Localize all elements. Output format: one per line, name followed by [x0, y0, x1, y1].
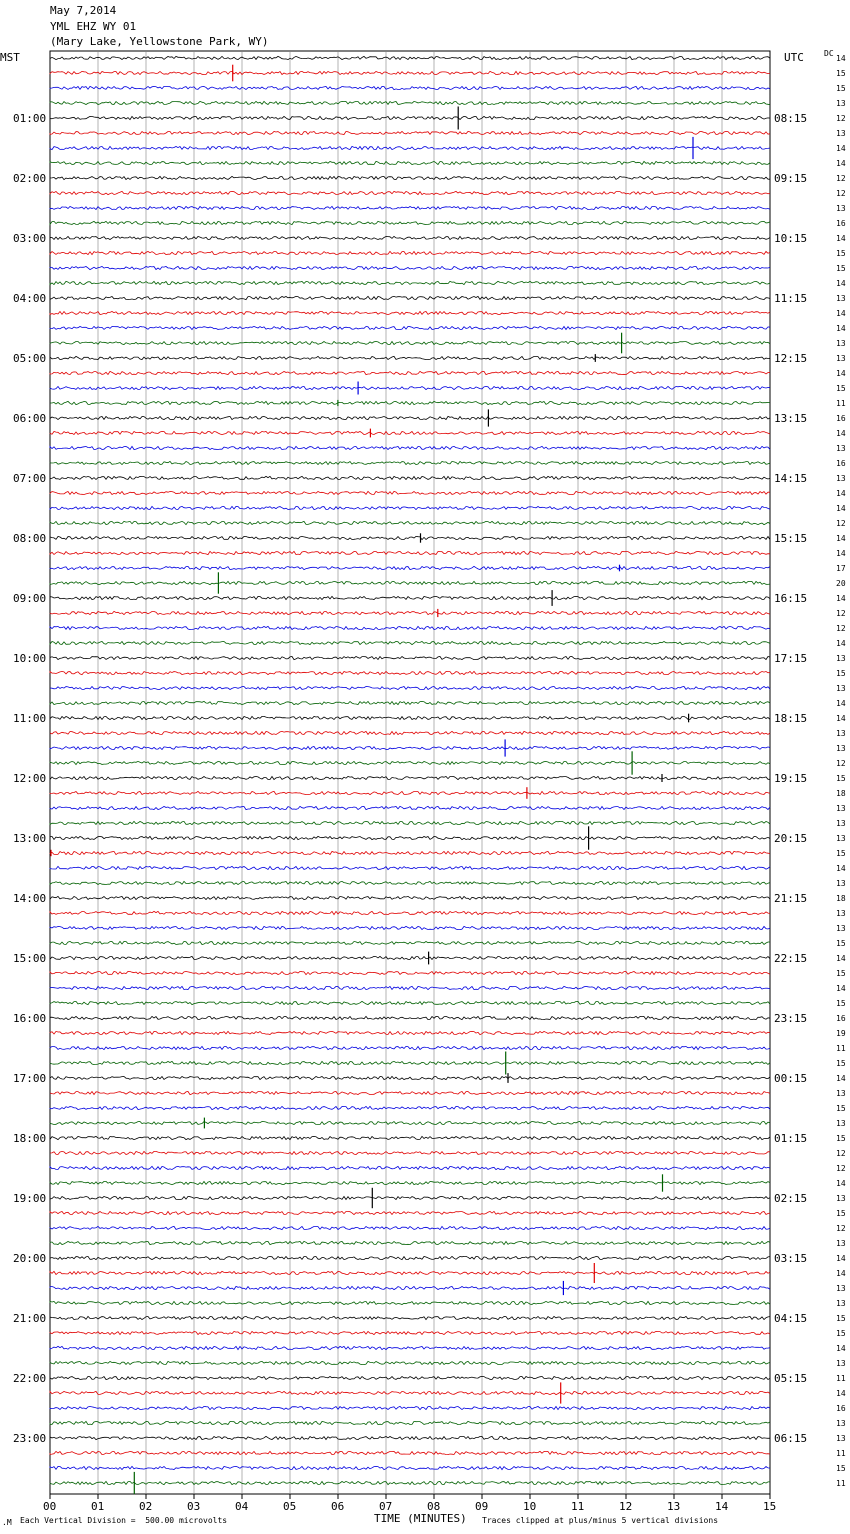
trace-line	[50, 536, 770, 539]
trace-line	[50, 551, 770, 554]
dc-offset-value: 14	[836, 699, 846, 708]
dc-offset-value: 15	[836, 999, 846, 1008]
plot-frame	[50, 51, 770, 1494]
dc-offset-value: 13	[836, 1434, 846, 1443]
mst-hour-label: 23:00	[13, 1432, 47, 1445]
dc-offset-value: 12	[836, 1164, 846, 1173]
dc-offset-value: 13	[836, 1194, 846, 1203]
trace-line	[50, 1451, 770, 1454]
trace-line	[50, 1361, 770, 1364]
dc-offset-value: 15	[836, 249, 846, 258]
trace-line	[50, 836, 770, 839]
utc-hour-label: 03:15	[774, 1252, 808, 1265]
dc-offset-value: 13	[836, 129, 846, 138]
mst-hour-label: 05:00	[13, 352, 47, 365]
trace-line	[50, 911, 770, 914]
minute-gridlines	[98, 51, 722, 1494]
dc-offset-value: 15	[836, 1059, 846, 1068]
trace-line	[50, 971, 770, 974]
mst-hour-label: 07:00	[13, 472, 47, 485]
trace-line	[50, 1406, 770, 1409]
x-tick-label: 15	[763, 1500, 777, 1513]
dc-offset-value: 12	[836, 1149, 846, 1158]
dc-offset-value: 15	[836, 849, 846, 858]
dc-offset-value: 17	[836, 564, 846, 573]
trace-line	[50, 1211, 770, 1214]
trace-line	[50, 851, 770, 854]
trace-line	[50, 521, 770, 524]
x-tick-label: 11	[571, 1500, 585, 1513]
dc-offset-value: 13	[836, 924, 846, 933]
x-tick-label: 06	[331, 1500, 345, 1513]
trace-line	[50, 386, 770, 389]
trace-line	[50, 1016, 770, 1019]
dc-offset-value: 14	[836, 1389, 846, 1398]
x-tick-label: 02	[139, 1500, 153, 1513]
trace-line	[50, 566, 770, 569]
trace-line	[50, 311, 770, 314]
trace-line	[50, 941, 770, 944]
dc-offset-value: 13	[836, 804, 846, 813]
dc-offset-value: 20	[836, 579, 846, 588]
trace-line	[50, 1466, 770, 1469]
dc-offset-value: 14	[836, 1254, 846, 1263]
mst-hour-label: 15:00	[13, 952, 47, 965]
dc-offset-value: 15	[836, 84, 846, 93]
mst-hour-label: 18:00	[13, 1132, 47, 1145]
dc-offset-value: 14	[836, 144, 846, 153]
trace-line	[50, 401, 770, 404]
dc-offset-value: 15	[836, 1209, 846, 1218]
seismic-traces	[50, 56, 770, 1494]
mst-hour-label: 11:00	[13, 712, 47, 725]
trace-line	[50, 641, 770, 644]
utc-hour-label: 05:15	[774, 1372, 808, 1385]
trace-line	[50, 116, 770, 119]
dc-offset-value: 15	[836, 1134, 846, 1143]
trace-line	[50, 986, 770, 989]
dc-offset-value: 15	[836, 939, 846, 948]
trace-line	[50, 326, 770, 329]
dc-offset-value: 12	[836, 189, 846, 198]
x-tick-label: 03	[187, 1500, 201, 1513]
dc-offset-value: 14	[836, 309, 846, 318]
trace-line	[50, 191, 770, 194]
dc-offset-value: 15	[836, 1464, 846, 1473]
mst-hour-label: 02:00	[13, 172, 47, 185]
dc-offset-value: 13	[836, 339, 846, 348]
dc-offset-value: 18	[836, 789, 846, 798]
dc-offset-value: 12	[836, 519, 846, 528]
utc-hour-labels	[774, 112, 807, 1445]
x-tick-label: 13	[667, 1500, 681, 1513]
utc-hour-label: 22:15	[774, 952, 808, 965]
trace-line	[50, 761, 770, 764]
dc-offset-value: 19	[836, 1029, 846, 1038]
dc-offset-value: 14	[836, 549, 846, 558]
trace-line	[50, 461, 770, 464]
trace-line	[50, 1241, 770, 1244]
trace-line	[50, 821, 770, 824]
dc-offset-value: 15	[836, 774, 846, 783]
trace-line	[50, 1196, 770, 1199]
mst-hour-label: 19:00	[13, 1192, 47, 1205]
dc-offset-value: 13	[836, 654, 846, 663]
trace-line	[50, 86, 770, 89]
dc-offset-value: 13	[836, 354, 846, 363]
dc-offset-value: 11	[836, 1449, 846, 1458]
mst-hour-label: 13:00	[13, 832, 47, 845]
dc-offset-value: 13	[836, 444, 846, 453]
dc-offset-value: 12	[836, 1224, 846, 1233]
dc-offset-value: 16	[836, 1014, 846, 1023]
dc-offset-value: 13	[836, 1299, 846, 1308]
trace-line	[50, 251, 770, 254]
x-tick-label: 08	[427, 1500, 441, 1513]
utc-hour-label: 13:15	[774, 412, 808, 425]
trace-line	[50, 1106, 770, 1109]
utc-hour-label: 19:15	[774, 772, 808, 785]
dc-offset-value: 12	[836, 174, 846, 183]
trace-line	[50, 296, 770, 299]
mst-hour-label: 12:00	[13, 772, 47, 785]
trace-line	[50, 656, 770, 659]
trace-line	[50, 806, 770, 809]
utc-hour-label: 15:15	[774, 532, 808, 545]
trace-line	[50, 221, 770, 224]
dc-offset-value: 14	[836, 714, 846, 723]
trace-line	[50, 581, 770, 584]
trace-line	[50, 356, 770, 359]
trace-line	[50, 956, 770, 959]
mst-hour-label: 01:00	[13, 112, 47, 125]
trace-line	[50, 431, 770, 434]
x-tick-label: 12	[619, 1500, 633, 1513]
trace-line	[50, 611, 770, 614]
trace-line	[50, 686, 770, 689]
x-tick-label: 01	[91, 1500, 105, 1513]
dc-offset-value: 14	[836, 429, 846, 438]
trace-line	[50, 1151, 770, 1154]
trace-line	[50, 101, 770, 104]
trace-line	[50, 1121, 770, 1124]
utc-hour-label: 04:15	[774, 1312, 808, 1325]
trace-line	[50, 56, 770, 59]
dc-offset-value: 14	[836, 234, 846, 243]
trace-line	[50, 626, 770, 629]
dc-offset-value: 15	[836, 669, 846, 678]
trace-line	[50, 1256, 770, 1259]
trace-line	[50, 491, 770, 494]
trace-line	[50, 731, 770, 734]
utc-hour-label: 11:15	[774, 292, 808, 305]
x-tick-label: 10	[523, 1500, 537, 1513]
x-tick-label: 00	[43, 1500, 57, 1513]
trace-line	[50, 746, 770, 749]
trace-line	[50, 1346, 770, 1349]
dc-offset-value: 12	[836, 624, 846, 633]
dc-offset-value: 11	[836, 1479, 846, 1488]
mst-hour-label: 09:00	[13, 592, 47, 605]
dc-offset-value: 13	[836, 294, 846, 303]
trace-line	[50, 1421, 770, 1424]
trace-line	[50, 1076, 770, 1079]
dc-offset-value: 11	[836, 1044, 846, 1053]
mst-axis-title: MST	[0, 51, 20, 64]
utc-hour-label: 21:15	[774, 892, 808, 905]
trace-line	[50, 866, 770, 869]
dc-offset-value: 14	[836, 594, 846, 603]
dc-offset-value: 13	[836, 99, 846, 108]
dc-offset-value: 14	[836, 954, 846, 963]
trace-line	[50, 1046, 770, 1049]
trace-line	[50, 176, 770, 179]
dc-offset-value: 13	[836, 879, 846, 888]
utc-hour-label: 12:15	[774, 352, 808, 365]
x-tick-label: 09	[475, 1500, 489, 1513]
utc-hour-label: 16:15	[774, 592, 808, 605]
trace-line	[50, 1031, 770, 1034]
trace-line	[50, 446, 770, 449]
trace-line	[50, 71, 770, 74]
scale-note: Each Vertical Division = 500.00 microvolts	[20, 1516, 228, 1525]
utc-hour-label: 02:15	[774, 1192, 808, 1205]
utc-hour-label: 14:15	[774, 472, 808, 485]
trace-line	[50, 701, 770, 704]
dc-offset-value: 14	[836, 1074, 846, 1083]
trace-line	[50, 1316, 770, 1319]
dc-offset-value: 14	[836, 54, 846, 63]
mst-hour-label: 10:00	[13, 652, 47, 665]
trace-line	[50, 1301, 770, 1304]
dc-offset-value: 12	[836, 609, 846, 618]
dc-offset-value: 15	[836, 384, 846, 393]
dc-offset-value: 14	[836, 159, 846, 168]
x-tick-label: 07	[379, 1500, 393, 1513]
dc-offset-value: 14	[836, 1269, 846, 1278]
dc-offset-value: 13	[836, 729, 846, 738]
trace-line	[50, 266, 770, 269]
dc-offset-value: 13	[836, 1119, 846, 1128]
trace-line	[50, 1376, 770, 1379]
dc-offset-value: 11	[836, 1374, 846, 1383]
utc-hour-label: 01:15	[774, 1132, 808, 1145]
trace-line	[50, 1271, 770, 1274]
trace-line	[50, 1166, 770, 1169]
dc-offset-value: 15	[836, 1314, 846, 1323]
dc-offset-value: 14	[836, 639, 846, 648]
trace-line	[50, 1001, 770, 1004]
trace-line	[50, 206, 770, 209]
dc-offset-value: 14	[836, 324, 846, 333]
dc-offset-value: 13	[836, 744, 846, 753]
trace-line	[50, 1091, 770, 1094]
mst-hour-label: 21:00	[13, 1312, 47, 1325]
mst-hour-label: 14:00	[13, 892, 47, 905]
dc-axis-title: DC	[824, 49, 834, 58]
trace-line	[50, 1226, 770, 1229]
utc-hour-label: 20:15	[774, 832, 808, 845]
x-tick-label: 05	[283, 1500, 297, 1513]
trace-line	[50, 476, 770, 479]
dc-offset-value: 14	[836, 1344, 846, 1353]
mst-hour-label: 06:00	[13, 412, 47, 425]
dc-offset-value: 16	[836, 459, 846, 468]
trace-line	[50, 716, 770, 719]
dc-offset-value: 15	[836, 264, 846, 273]
x-tick-label: 14	[715, 1500, 729, 1513]
trace-line	[50, 131, 770, 134]
dc-offset-value: 13	[836, 1359, 846, 1368]
mst-hour-label: 04:00	[13, 292, 47, 305]
mst-hour-label: 20:00	[13, 1252, 47, 1265]
dc-offset-value: 13	[836, 1284, 846, 1293]
trace-line	[50, 1331, 770, 1334]
x-axis-title: TIME (MINUTES)	[374, 1512, 467, 1525]
mst-hour-label: 03:00	[13, 232, 47, 245]
trace-line	[50, 281, 770, 284]
utc-hour-label: 23:15	[774, 1012, 808, 1025]
dc-offset-value: 14	[836, 984, 846, 993]
dc-offset-value: 13	[836, 819, 846, 828]
dc-offset-value: 13	[836, 834, 846, 843]
dc-offset-value: 16	[836, 1404, 846, 1413]
trace-line	[50, 1391, 770, 1394]
dc-offset-value: 14	[836, 369, 846, 378]
trace-line	[50, 236, 770, 239]
x-axis-ticks	[50, 1494, 770, 1499]
clip-note: Traces clipped at plus/minus 5 vertical divisions	[482, 1516, 719, 1525]
dc-offset-value: 15	[836, 69, 846, 78]
trace-line	[50, 1481, 770, 1484]
dc-offset-value: 14	[836, 279, 846, 288]
trace-line	[50, 671, 770, 674]
station-location: (Mary Lake, Yellowstone Park, WY)	[50, 35, 269, 48]
utc-hour-label: 08:15	[774, 112, 808, 125]
trace-line	[50, 1061, 770, 1064]
mst-hour-label: 08:00	[13, 532, 47, 545]
trace-line	[50, 926, 770, 929]
dc-offset-value: 14	[836, 1179, 846, 1188]
dc-offset-labels	[836, 54, 846, 1488]
dc-offset-value: 12	[836, 114, 846, 123]
mst-hour-label: 16:00	[13, 1012, 47, 1025]
dc-offset-value: 13	[836, 1239, 846, 1248]
dc-offset-value: 15	[836, 969, 846, 978]
dc-offset-value: 13	[836, 474, 846, 483]
mst-hour-labels	[13, 112, 46, 1445]
dc-offset-value: 14	[836, 504, 846, 513]
dc-offset-value: 15	[836, 1329, 846, 1338]
trace-line	[50, 881, 770, 884]
trace-line	[50, 341, 770, 344]
dc-offset-value: 13	[836, 909, 846, 918]
dc-offset-value: 16	[836, 414, 846, 423]
dc-offset-value: 13	[836, 684, 846, 693]
station-code: YML EHZ WY 01	[50, 20, 137, 33]
utc-hour-label: 00:15	[774, 1072, 808, 1085]
trace-line	[50, 161, 770, 164]
mst-hour-label: 22:00	[13, 1372, 47, 1385]
trace-line	[50, 1436, 770, 1439]
trace-line	[50, 1136, 770, 1139]
dc-offset-value: 18	[836, 894, 846, 903]
corner-mark: .M	[2, 1518, 12, 1527]
trace-line	[50, 896, 770, 899]
trace-line	[50, 416, 770, 419]
trace-line	[50, 791, 770, 794]
utc-hour-label: 06:15	[774, 1432, 808, 1445]
dc-offset-value: 14	[836, 864, 846, 873]
trace-line	[50, 371, 770, 374]
dc-offset-value: 14	[836, 534, 846, 543]
utc-axis-title: UTC	[784, 51, 804, 64]
dc-offset-value: 13	[836, 1419, 846, 1428]
dc-offset-value: 11	[836, 399, 846, 408]
trace-line	[50, 146, 770, 149]
utc-hour-label: 09:15	[774, 172, 808, 185]
trace-line	[50, 1286, 770, 1289]
utc-hour-label: 18:15	[774, 712, 808, 725]
plot-date: May 7,2014	[50, 4, 117, 17]
dc-offset-value: 13	[836, 204, 846, 213]
mst-hour-label: 17:00	[13, 1072, 47, 1085]
utc-hour-label: 17:15	[774, 652, 808, 665]
utc-hour-label: 10:15	[774, 232, 808, 245]
dc-offset-value: 12	[836, 759, 846, 768]
dc-offset-value: 13	[836, 1089, 846, 1098]
trace-line	[50, 506, 770, 509]
x-tick-label: 04	[235, 1500, 249, 1513]
trace-line	[50, 596, 770, 599]
dc-offset-value: 14	[836, 489, 846, 498]
dc-offset-value: 15	[836, 1104, 846, 1113]
dc-offset-value: 16	[836, 219, 846, 228]
